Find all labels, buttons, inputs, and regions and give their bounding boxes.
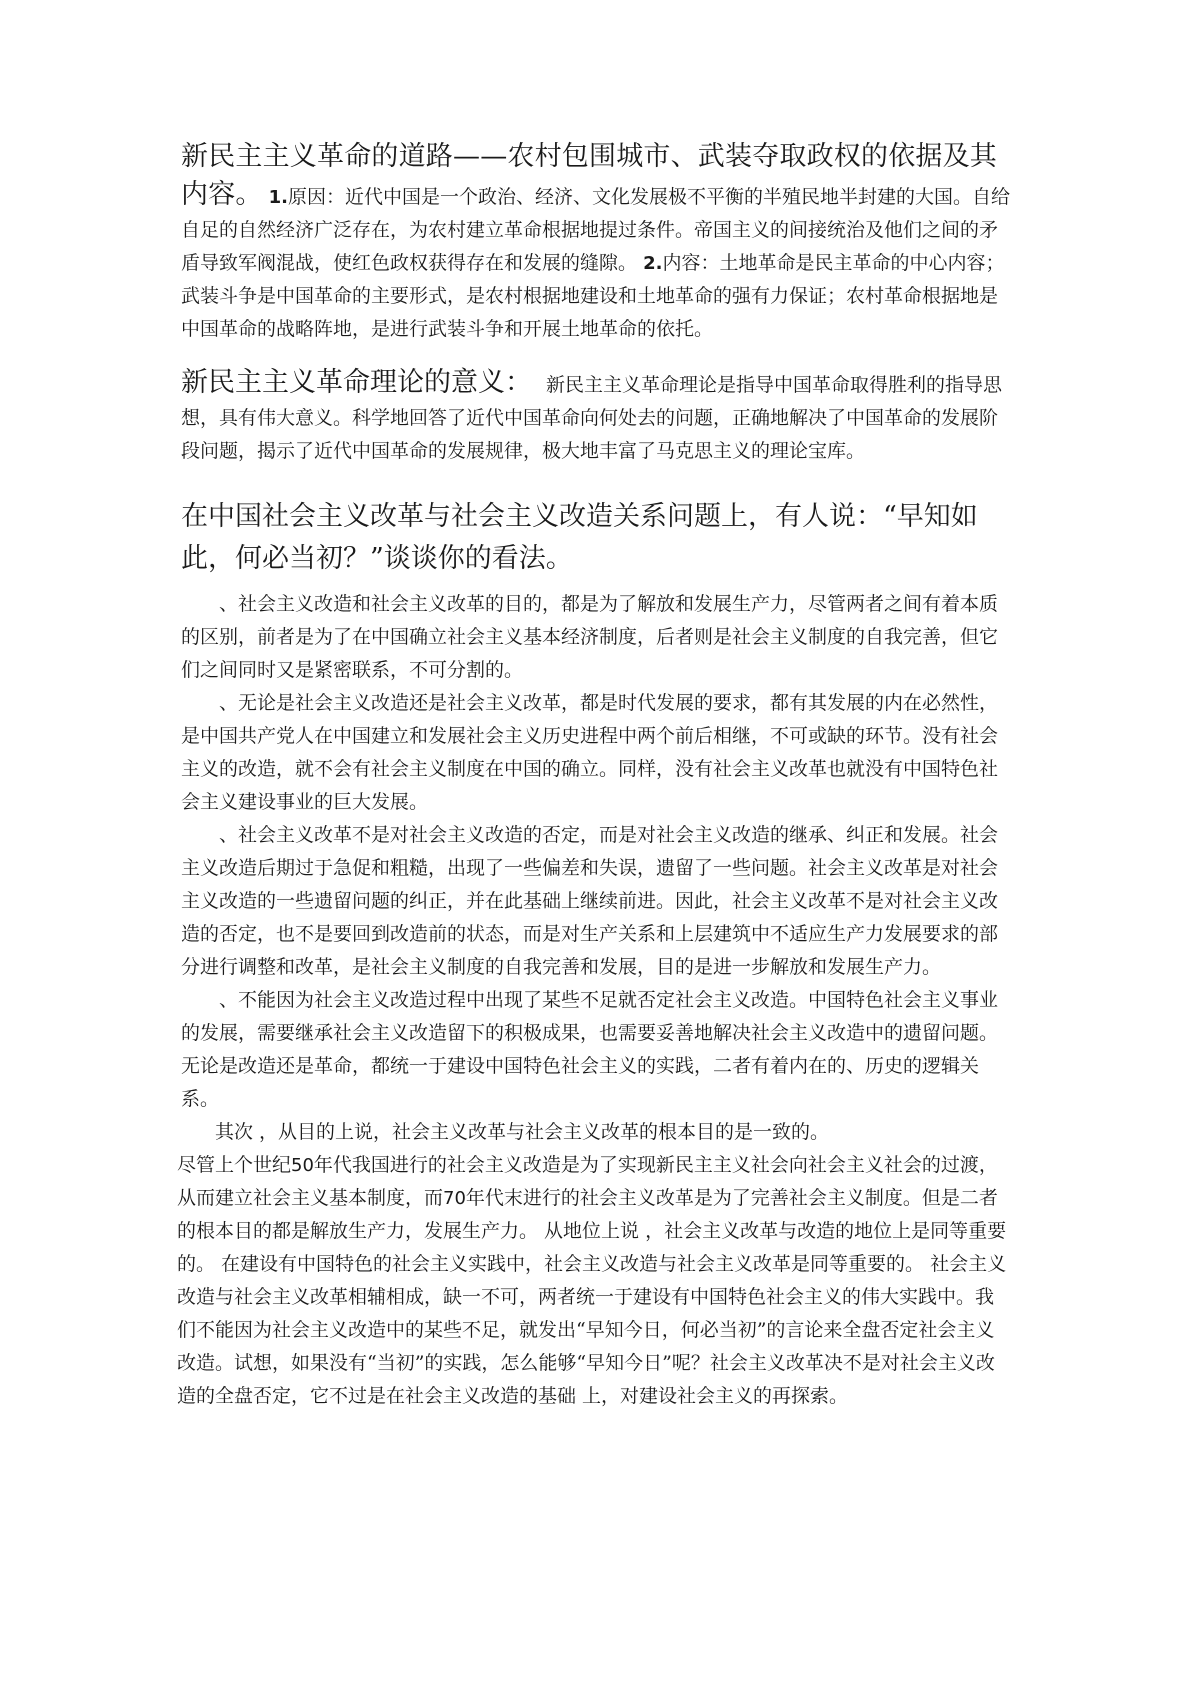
year-number-70: 70: [443, 1188, 466, 1209]
section-revolution-path: [181, 138, 1011, 346]
paragraph-purpose-part-1: 尽管上个世纪: [177, 1154, 292, 1176]
paragraph-purpose-part-2: 年代我国进行的社会主义改造是为了实现新民主主义社会向社会主义社会的过渡，从而建立社会主义基本制度，而: [177, 1154, 998, 1209]
paragraph: 、社会主义改革不是对社会主义改造的否定，而是对社会主义改造的继承、纠正和发展。社会主义改造后期过于急促和粗糙，出现了一些偏差和失误，遗留了一些问题。社会主义改革是对社会主义改造的一些遗留问题的纠正，并在此基础上继续前进。因此，社会主义改革不是对社会主义改造的否定，也不是要回到改造前的状态，而是对生产关系和上层建筑中不适应生产力发展要求的部分进行调整和改革，是社会主义制度的自我完善和发展，目的是进一步解放和发展生产力。: [181, 824, 999, 978]
paragraph-purpose-status: [177, 1149, 1011, 1413]
point-2-number: 2.: [643, 253, 663, 274]
section-reform-and-transformation: [177, 496, 1011, 1413]
theory-significance-text: 新民主主义革命理论是指导中国革命取得胜利的指导思想，具有伟大意义。科学地回答了近代中国革命向何处去的问题，正确地解决了中国革命的发展阶段问题，揭示了近代中国革命的发展规律，极大地丰富了马克思主义的理论宝库。: [181, 374, 1003, 462]
paragraph: 、社会主义改造和社会主义改革的目的，都是为了解放和发展生产力，尽管两者之间有着本质的区别，前者是为了在中国确立社会主义基本经济制度，后者则是社会主义制度的自我完善，但它们之间同时又是紧密联系，不可分割的。: [181, 593, 999, 681]
section-heading-theory-significance: 新民主主义革命理论的意义：: [181, 367, 532, 398]
point-2-text: 内容：土地革命是民主革命的中心内容；武装斗争是中国革命的主要形式，是农村根据地建设和土地革命的强有力保证；农村革命根据地是中国革命的战略阵地，是进行武装斗争和开展土地革命的依托。: [181, 252, 1005, 340]
paragraph: 、无论是社会主义改造还是社会主义改革，都是时代发展的要求，都有其发展的内在必然性，是中国共产党人在中国建立和发展社会主义历史进程中两个前后相继，不可或缺的环节。没有社会主义的改造，就不会有社会主义制度在中国的确立。同样，没有社会主义改革也就没有中国特色社会主义建设事业的巨大发展。: [181, 692, 999, 813]
document-page: [177, 138, 1011, 1413]
paragraph: 、不能因为社会主义改造过程中出现了某些不足就否定社会主义改造。中国特色社会主义事业的发展，需要继承社会主义改造留下的积极成果，也需要妥善地解决社会主义改造中的遗留问题。无论是改造还是革命，都统一于建设中国特色社会主义的实践，二者有着内在的、历史的逻辑关系。: [181, 989, 999, 1110]
point-1-text: 原因：近代中国是一个政治、经济、文化发展极不平衡的半殖民地半封建的大国。自给自足的自然经济广泛存在，为农村建立革命根据地提过条件。帝国主义的间接统治及他们之间的矛盾导致军阀混战，使红色政权获得存在和发展的缝隙。: [181, 186, 1011, 274]
point-1-number: 1.: [268, 187, 289, 208]
section-theory-significance: [181, 364, 1011, 468]
year-number-50: 50: [291, 1155, 314, 1176]
section-heading-revolution-path: 新民主主义革命的道路——农村包围城市、武装夺取政权的依据及其内容。: [181, 141, 997, 210]
paragraph-secondly: 其次 ，从目的上说，社会主义改革与社会主义改革的根本目的是一致的。: [215, 1121, 830, 1143]
paragraph-purpose-part-3: 年代末进行的社会主义改革是为了完善社会主义制度。但是二者的根本目的都是解放生产力，发展生产力。 从地位上说 ，社会主义改革与改造的地位上是同等重要的。 在建设有中国特色的社会主义实践中，社会主义改造与社会主义改革是同等重要的。 社会主义改造与社会主义改革相辅相成，缺一不可，两者统一于建设有中国特色社会主义的伟大实践中。我们不能因为社会主义改造中的某些不足，就发出“早知今日，何必当初”的言论来全盘否定社会主义改造。试想，如果没有“当初”的实践，怎么能够“早知今日”呢？社会主义改革决不是对社会主义改造的全盘否定，它不过是在社会主义改造的基础 上，对建设社会主义的再探索。: [177, 1187, 1007, 1407]
section-heading-reform-question: 在中国社会主义改革与社会主义改造关系问题上，有人说：“早知如此，何必当初？”谈谈你的看法。: [181, 501, 978, 574]
